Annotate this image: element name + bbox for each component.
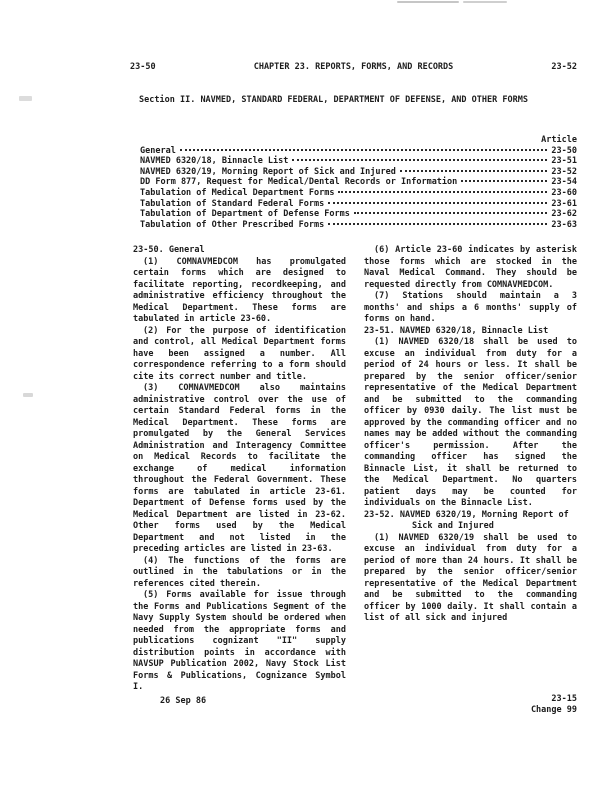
section-title: Section II. NAVMED, STANDARD FEDERAL, DEPARTMENT OF DEFENSE, AND OTHER FORMS <box>139 95 528 105</box>
toc-row <box>140 199 577 210</box>
page-header <box>130 62 577 74</box>
header-right-article: 23-52 <box>551 62 577 72</box>
article-heading-23-52-line1: 23-52. NAVMED 6320/19, Morning Report of <box>364 509 569 520</box>
toc-row <box>140 188 577 199</box>
paragraph-23-52-1: (1) NAVMED 6320/19 shall be used to excuse an individual from duty for a period of more than 24 hours. It shall be prepared by the senior officer/senior representative of the Medical Department and be submitted to the commanding officer by 1000 daily. It shall contain a list of all sick and injured <box>364 532 577 623</box>
paragraph-23-50-5: (5) Forms available for issue through the Forms and Publications Segment of the Navy Supply System should be ordered when needed from the appropriate forms and publications cognizant "II" supply distribution points in accordance with NAVSUP Publication 2002, Navy Stock List Forms & Publications, Cognizance Symbol I. <box>133 590 346 692</box>
dot-leader <box>328 223 547 225</box>
toc-row <box>140 220 577 231</box>
dot-leader <box>461 180 547 182</box>
scan-artifact <box>397 1 459 3</box>
article-heading-23-51: 23-51. NAVMED 6320/18, Binnacle List <box>364 325 549 336</box>
toc-entry-article: 23-52 <box>551 166 577 177</box>
toc-row <box>140 209 577 220</box>
footer-page-info <box>430 694 577 716</box>
toc-entry-title: Tabulation of Medical Department Forms <box>140 187 335 198</box>
toc-row <box>140 156 577 167</box>
table-of-contents <box>140 135 577 230</box>
toc-entry-title: General <box>140 145 176 156</box>
paragraph-23-50-6: (6) Article 23-60 indicates by asterisk those forms which are stocked in the Naval Medical Command. They should be requested directly from COMNAVMEDCOM. <box>364 245 577 290</box>
dot-leader <box>400 170 548 172</box>
footer-date: 26 Sep 86 <box>160 696 207 706</box>
dot-leader <box>180 149 548 151</box>
article-heading-23-52-line2: Sick and Injured <box>412 521 494 531</box>
toc-row <box>140 146 577 157</box>
toc-entry-article: 23-51 <box>551 156 577 167</box>
paragraph-23-51-1: (1) NAVMED 6320/18 shall be used to excuse an individual from duty for a period of 24 hours or less. It shall be prepared by the senior officer/senior representative of the Medical Department and be submitted to the commanding officer by 0930 daily. The list must be approved by the commanding officer and no names may be added without the commanding officer's permission. After the commanding officer has signed the Binnacle List, it shall be returned to the Medical Department. No quarters patient days may be counted for individuals on the Binnacle List. <box>364 337 577 508</box>
toc-row <box>140 177 577 188</box>
paragraph-23-50-2: (2) For the purpose of identification and control, all Medical Department forms have been assigned a number. All correspondence referring to a form should cite its correct number and title. <box>133 325 346 382</box>
dot-leader <box>338 191 547 193</box>
footer-page-number: 23-15 <box>551 694 577 704</box>
article-heading-23-50: 23-50. General <box>133 245 205 255</box>
toc-entry-title: NAVMED 6320/18, Binnacle List <box>140 156 289 167</box>
toc-entry-article: 23-50 <box>551 145 577 156</box>
toc-entry-title: Tabulation of Standard Federal Forms <box>140 198 325 209</box>
toc-row <box>140 167 577 178</box>
toc-entry-title: Tabulation of Other Prescribed Forms <box>140 219 325 230</box>
dot-leader <box>328 202 547 204</box>
toc-column-header: Article <box>541 135 577 145</box>
left-column <box>133 245 346 694</box>
toc-entry-article: 23-60 <box>551 187 577 198</box>
scan-artifact <box>23 393 33 397</box>
scan-artifact <box>463 1 507 3</box>
header-left-article: 23-50 <box>130 62 156 72</box>
toc-entry-title: DD Form 877, Request for Medical/Dental Records or Information <box>140 177 458 188</box>
paragraph-23-50-3: (3) COMNAVMEDCOM also maintains administrative control over the use of certain Standard Federal forms in the Medical Department. These forms are promulgated by the General Services Administration and Interagency Committee on Medical Records to facilitate the exchange of medical information throughout the Federal Government. These forms are tabulated in article 23-61. Department of Defense forms used by the Medical Department are listed in 23-62. Other forms used by the Medical Department and not listed in the preceding articles are listed in 23-63. <box>133 383 346 554</box>
paragraph-23-50-1: (1) COMNAVMEDCOM has promulgated certain forms which are designed to facilitate reporting, recordkeeping, and administrative efficiency throughout the Medical Department. These forms are tabulated in article 23-60. <box>133 256 346 324</box>
right-column <box>364 245 577 625</box>
toc-entry-title: NAVMED 6320/19, Morning Report of Sick and Injured <box>140 166 396 177</box>
toc-entry-article: 23-62 <box>551 209 577 220</box>
toc-entry-article: 23-61 <box>551 198 577 209</box>
toc-entry-article: 23-54 <box>551 177 577 188</box>
scan-artifact <box>19 96 32 101</box>
toc-entry-article: 23-63 <box>551 219 577 230</box>
paragraph-23-50-4: (4) The functions of the forms are outlined in the tabulations or in the references cited therein. <box>133 555 346 589</box>
toc-entry-title: Tabulation of Department of Defense Forms <box>140 209 350 220</box>
dot-leader <box>354 212 548 214</box>
footer-change-number: Change 99 <box>530 705 577 715</box>
dot-leader <box>292 159 547 161</box>
chapter-title: CHAPTER 23. REPORTS, FORMS, AND RECORDS <box>253 62 454 72</box>
paragraph-23-50-7: (7) Stations should maintain a 3 months' and ships a 6 months' supply of forms on hand. <box>364 291 577 324</box>
